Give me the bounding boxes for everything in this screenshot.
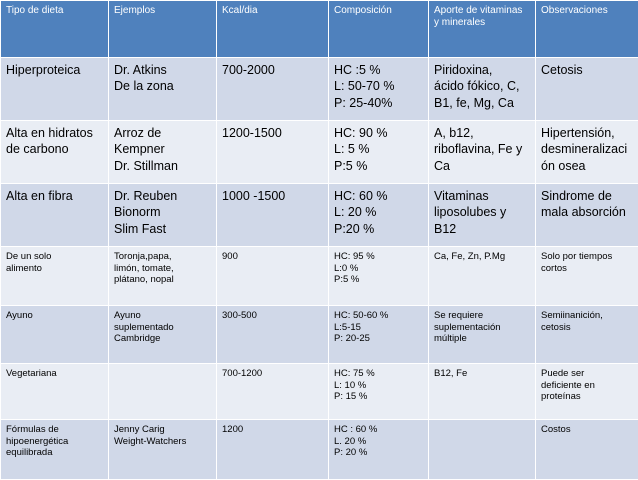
cell-kcal: 700-2000 — [217, 58, 329, 121]
cell-composicion: HC : 60 % L. 20 % P: 20 % — [329, 420, 429, 480]
cell-kcal: 1000 -1500 — [217, 184, 329, 247]
cell-ejemplos: Arroz de Kempner Dr. Stillman — [109, 121, 217, 184]
header-composicion: Composición — [329, 1, 429, 58]
cell-ejemplos: Ayuno suplementado Cambridge — [109, 306, 217, 364]
cell-tipo: Alta en hidratos de carbono — [1, 121, 109, 184]
cell-observaciones: Sindrome de mala absorción — [536, 184, 638, 247]
table-row — [1, 184, 638, 247]
cell-observaciones: Costos — [536, 420, 638, 480]
header-tipo-de-dieta: Tipo de dieta — [1, 1, 109, 58]
header-observaciones: Observaciones — [536, 1, 638, 58]
cell-ejemplos: Dr. Atkins De la zona — [109, 58, 217, 121]
cell-tipo: Hiperproteica — [1, 58, 109, 121]
cell-observaciones: Semiinanición, cetosis — [536, 306, 638, 364]
table-row — [1, 121, 638, 184]
cell-aporte: Vitaminas liposolubes y B12 — [429, 184, 536, 247]
cell-ejemplos — [109, 364, 217, 420]
cell-tipo: Ayuno — [1, 306, 109, 364]
table-row — [1, 247, 638, 306]
cell-aporte: Ca, Fe, Zn, P.Mg — [429, 247, 536, 306]
header-ejemplos: Ejemplos — [109, 1, 217, 58]
cell-kcal: 900 — [217, 247, 329, 306]
cell-observaciones: Hipertensión, desmineralizaci ón osea — [536, 121, 638, 184]
cell-aporte — [429, 420, 536, 480]
table-row — [1, 420, 638, 480]
table-header-row — [1, 1, 638, 58]
cell-kcal: 1200-1500 — [217, 121, 329, 184]
header-kcal-dia: Kcal/dia — [217, 1, 329, 58]
cell-tipo: De un solo alimento — [1, 247, 109, 306]
cell-kcal: 300-500 — [217, 306, 329, 364]
cell-observaciones: Cetosis — [536, 58, 638, 121]
cell-composicion: HC: 95 % L:0 % P:5 % — [329, 247, 429, 306]
table-row — [1, 364, 638, 420]
header-aporte-vitaminas: Aporte de vitaminas y minerales — [429, 1, 536, 58]
cell-aporte: A, b12, riboflavina, Fe y Ca — [429, 121, 536, 184]
cell-composicion: HC: 75 % L: 10 % P: 15 % — [329, 364, 429, 420]
cell-tipo: Alta en fibra — [1, 184, 109, 247]
cell-composicion: HC: 90 % L: 5 % P:5 % — [329, 121, 429, 184]
cell-composicion: HC: 60 % L: 20 % P:20 % — [329, 184, 429, 247]
cell-composicion: HC: 50-60 % L:5-15 P: 20-25 — [329, 306, 429, 364]
table-row — [1, 58, 638, 121]
table-row — [1, 306, 638, 364]
cell-aporte: B12, Fe — [429, 364, 536, 420]
cell-observaciones: Solo por tiempos cortos — [536, 247, 638, 306]
cell-tipo: Fórmulas de hipoenergética equilibrada — [1, 420, 109, 480]
cell-aporte: Se requiere suplementación múltiple — [429, 306, 536, 364]
cell-composicion: HC :5 % L: 50-70 % P: 25-40% — [329, 58, 429, 121]
cell-kcal: 700-1200 — [217, 364, 329, 420]
cell-kcal: 1200 — [217, 420, 329, 480]
cell-ejemplos: Dr. Reuben Bionorm Slim Fast — [109, 184, 217, 247]
cell-tipo: Vegetariana — [1, 364, 109, 420]
cell-ejemplos: Jenny Carig Weight-Watchers — [109, 420, 217, 480]
cell-ejemplos: Toronja,papa, limón, tomate, plátano, nopal — [109, 247, 217, 306]
cell-observaciones: Puede ser deficiente en proteínas — [536, 364, 638, 420]
cell-aporte: Piridoxina, ácido fókico, C, B1, fe, Mg, Ca — [429, 58, 536, 121]
